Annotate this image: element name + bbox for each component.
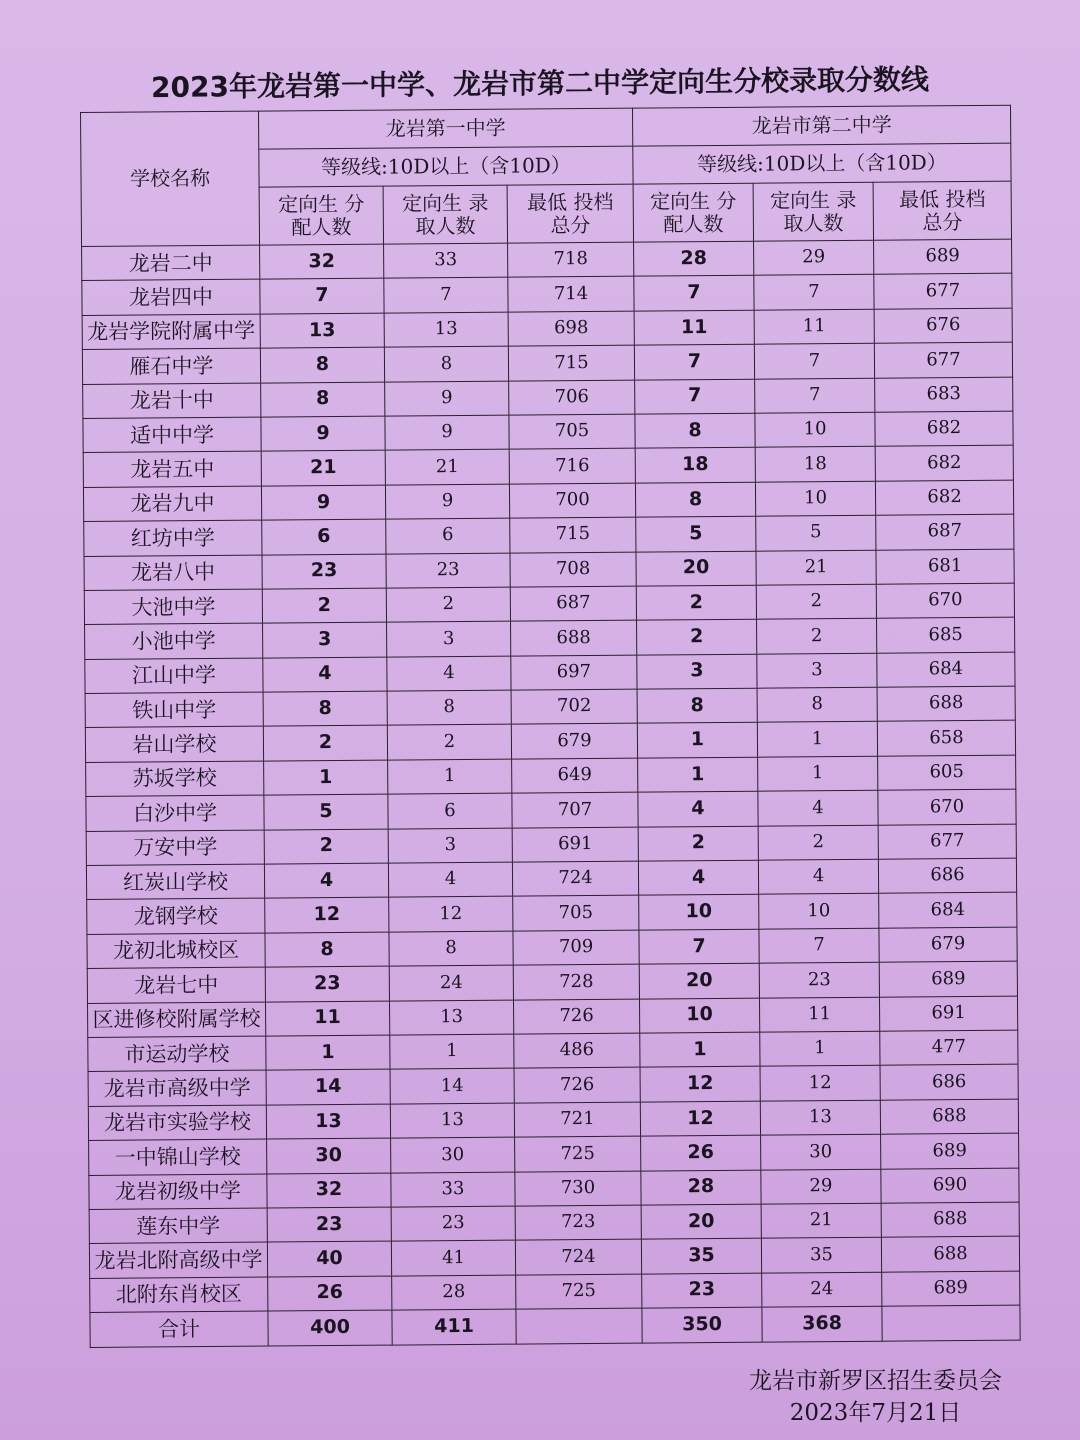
cell-min-score-1: 715 bbox=[510, 517, 636, 552]
total-alloc-1: 400 bbox=[268, 1310, 392, 1346]
cell-school-name: 龙岩初级中学 bbox=[89, 1174, 267, 1210]
cell-min-score-1: 691 bbox=[512, 827, 638, 862]
cell-admit-2: 5 bbox=[756, 515, 876, 550]
total-min-1 bbox=[516, 1308, 642, 1344]
total-row bbox=[90, 1305, 1020, 1347]
cell-admit-1: 2 bbox=[386, 587, 510, 622]
admission-table-container bbox=[80, 105, 1020, 1348]
cell-school-name: 岩山学校 bbox=[85, 727, 263, 763]
header-alloc-1: 定向生 分配人数 bbox=[259, 186, 383, 245]
cell-alloc-1: 2 bbox=[264, 829, 388, 864]
cell-admit-1: 9 bbox=[385, 415, 509, 450]
cell-admit-2: 18 bbox=[755, 447, 875, 482]
cell-admit-1: 13 bbox=[389, 1000, 513, 1035]
cell-school-name: 苏坂学校 bbox=[86, 761, 264, 797]
cell-alloc-1: 2 bbox=[262, 588, 386, 623]
cell-alloc-2: 4 bbox=[638, 791, 758, 826]
total-admit-1: 411 bbox=[392, 1309, 516, 1345]
cell-min-score-1: 718 bbox=[508, 242, 634, 277]
cell-alloc-1: 9 bbox=[261, 416, 385, 451]
cell-admit-1: 23 bbox=[391, 1206, 515, 1241]
cell-admit-1: 23 bbox=[386, 553, 510, 588]
cell-alloc-1: 2 bbox=[263, 726, 387, 761]
cell-school-name: 一中锦山学校 bbox=[89, 1139, 267, 1175]
cell-min-score-2: 683 bbox=[875, 377, 1013, 412]
cell-alloc-2: 3 bbox=[637, 654, 757, 689]
cell-alloc-2: 7 bbox=[635, 379, 755, 414]
cell-alloc-1: 23 bbox=[267, 1207, 391, 1242]
cell-min-score-2: 670 bbox=[876, 583, 1014, 618]
cell-min-score-2: 688 bbox=[881, 1236, 1019, 1271]
cell-alloc-1: 7 bbox=[260, 279, 384, 314]
cell-admit-2: 11 bbox=[759, 997, 879, 1032]
total-label: 合计 bbox=[90, 1311, 268, 1347]
cell-school-name: 区进修校附属学校 bbox=[87, 1002, 265, 1038]
header-school2: 龙岩市第二中学 bbox=[633, 105, 1011, 146]
cell-alloc-1: 32 bbox=[260, 244, 384, 279]
cell-school-name: 万安中学 bbox=[86, 830, 264, 866]
cell-alloc-1: 3 bbox=[263, 622, 387, 657]
cell-alloc-2: 26 bbox=[641, 1135, 761, 1170]
header-min-1: 最低 投档总分 bbox=[507, 184, 633, 243]
cell-school-name: 龙岩八中 bbox=[84, 555, 262, 591]
cell-alloc-1: 14 bbox=[266, 1069, 390, 1104]
cell-admit-1: 3 bbox=[387, 621, 511, 656]
cell-school-name: 龙岩四中 bbox=[82, 279, 260, 315]
cell-admit-2: 1 bbox=[758, 756, 878, 791]
cell-alloc-1: 4 bbox=[264, 863, 388, 898]
cell-alloc-1: 13 bbox=[260, 313, 384, 348]
cell-school-name: 大池中学 bbox=[84, 589, 262, 625]
cell-min-score-2: 681 bbox=[876, 549, 1014, 584]
cell-min-score-2: 670 bbox=[878, 789, 1016, 824]
cell-admit-2: 10 bbox=[755, 412, 875, 447]
cell-min-score-1: 706 bbox=[509, 380, 635, 415]
cell-min-score-2: 677 bbox=[878, 824, 1016, 859]
document-footer bbox=[749, 1365, 1002, 1429]
cell-admit-2: 7 bbox=[759, 928, 879, 963]
cell-school-name: 红坊中学 bbox=[84, 520, 262, 556]
cell-min-score-2: 686 bbox=[880, 1065, 1018, 1100]
cell-admit-1: 1 bbox=[388, 759, 512, 794]
cell-admit-1: 8 bbox=[387, 690, 511, 725]
cell-admit-1: 7 bbox=[384, 278, 508, 313]
cell-min-score-2: 677 bbox=[874, 274, 1012, 309]
cell-alloc-2: 7 bbox=[634, 344, 754, 379]
table-body bbox=[82, 239, 1020, 1312]
cell-school-name: 龙岩五中 bbox=[83, 451, 261, 487]
cell-school-name: 龙岩十中 bbox=[83, 383, 261, 419]
cell-min-score-2: 677 bbox=[874, 342, 1012, 377]
cell-admit-1: 14 bbox=[390, 1068, 514, 1103]
cell-admit-2: 7 bbox=[754, 275, 874, 310]
cell-min-score-2: 690 bbox=[881, 1168, 1019, 1203]
cell-alloc-1: 30 bbox=[267, 1138, 391, 1173]
cell-admit-1: 9 bbox=[385, 484, 509, 519]
cell-school-name: 莲东中学 bbox=[89, 1208, 267, 1244]
cell-alloc-2: 2 bbox=[638, 826, 758, 861]
cell-admit-1: 8 bbox=[389, 931, 513, 966]
issue-date: 2023年7月21日 bbox=[789, 1400, 962, 1427]
cell-min-score-1: 700 bbox=[509, 483, 635, 518]
header-alloc-2: 定向生 分配人数 bbox=[633, 183, 753, 242]
cell-school-name: 铁山中学 bbox=[85, 692, 263, 728]
admission-score-table bbox=[80, 105, 1021, 1348]
cell-min-score-1: 725 bbox=[516, 1274, 642, 1309]
header-school-name: 学校名称 bbox=[81, 111, 260, 246]
cell-min-score-1: 707 bbox=[512, 792, 638, 827]
cell-school-name: 红炭山学校 bbox=[86, 864, 264, 900]
cell-min-score-2: 686 bbox=[878, 858, 1016, 893]
cell-admit-2: 11 bbox=[754, 309, 874, 344]
cell-min-score-2: 679 bbox=[879, 927, 1017, 962]
cell-alloc-1: 23 bbox=[262, 554, 386, 589]
cell-alloc-2: 23 bbox=[642, 1273, 762, 1308]
cell-alloc-2: 18 bbox=[635, 448, 755, 483]
cell-alloc-2: 8 bbox=[637, 688, 757, 723]
cell-admit-2: 21 bbox=[756, 550, 876, 585]
cell-admit-2: 21 bbox=[761, 1203, 881, 1238]
cell-min-score-1: 708 bbox=[510, 552, 636, 587]
issuer: 龙岩市新罗区招生委员会 bbox=[749, 1368, 1002, 1394]
cell-admit-1: 4 bbox=[388, 862, 512, 897]
cell-min-score-2: 682 bbox=[875, 480, 1013, 515]
cell-min-score-2: 682 bbox=[875, 446, 1013, 481]
cell-alloc-1: 13 bbox=[266, 1104, 390, 1139]
cell-min-score-1: 486 bbox=[514, 1033, 640, 1068]
cell-alloc-2: 12 bbox=[640, 1101, 760, 1136]
cell-min-score-1: 725 bbox=[515, 1136, 641, 1171]
cell-min-score-2: 691 bbox=[879, 996, 1017, 1031]
total-admit-2: 368 bbox=[762, 1306, 882, 1342]
cell-admit-2: 3 bbox=[757, 653, 877, 688]
cell-admit-2: 10 bbox=[759, 894, 879, 929]
cell-min-score-2: 688 bbox=[881, 1202, 1019, 1237]
cell-admit-2: 2 bbox=[756, 584, 876, 619]
cell-admit-1: 41 bbox=[391, 1240, 515, 1275]
cell-min-score-1: 715 bbox=[508, 345, 634, 380]
cell-admit-2: 29 bbox=[761, 1169, 881, 1204]
cell-admit-2: 1 bbox=[757, 722, 877, 757]
cell-min-score-1: 726 bbox=[513, 999, 639, 1034]
cell-alloc-2: 11 bbox=[634, 310, 754, 345]
cell-admit-2: 4 bbox=[758, 791, 878, 826]
cell-min-score-1: 726 bbox=[514, 1068, 640, 1103]
cell-school-name: 龙岩七中 bbox=[87, 967, 265, 1003]
total-alloc-2: 350 bbox=[642, 1307, 762, 1343]
cell-school-name: 白沙中学 bbox=[86, 795, 264, 831]
cell-admit-2: 2 bbox=[758, 825, 878, 860]
cell-min-score-1: 728 bbox=[513, 964, 639, 999]
cell-min-score-1: 687 bbox=[510, 586, 636, 621]
cell-alloc-2: 8 bbox=[635, 413, 755, 448]
cell-alloc-2: 12 bbox=[640, 1067, 760, 1102]
cell-alloc-1: 32 bbox=[267, 1173, 391, 1208]
cell-admit-2: 35 bbox=[761, 1238, 881, 1273]
cell-alloc-2: 7 bbox=[634, 276, 754, 311]
cell-admit-1: 9 bbox=[385, 381, 509, 416]
cell-min-score-2: 689 bbox=[882, 1271, 1020, 1306]
cell-admit-1: 1 bbox=[390, 1034, 514, 1069]
cell-min-score-1: 723 bbox=[515, 1205, 641, 1240]
cell-admit-1: 24 bbox=[389, 965, 513, 1000]
cell-school-name: 龙岩二中 bbox=[82, 245, 260, 281]
cell-min-score-1: 697 bbox=[511, 655, 637, 690]
cell-min-score-1: 705 bbox=[513, 896, 639, 931]
cell-alloc-2: 2 bbox=[636, 585, 756, 620]
cell-alloc-2: 10 bbox=[639, 998, 759, 1033]
cell-admit-1: 13 bbox=[390, 1103, 514, 1138]
cell-alloc-2: 20 bbox=[639, 963, 759, 998]
cell-school-name: 龙岩九中 bbox=[83, 486, 261, 522]
cell-school-name: 龙岩市实验学校 bbox=[88, 1105, 266, 1141]
cell-admit-1: 28 bbox=[392, 1275, 516, 1310]
cell-alloc-2: 4 bbox=[638, 860, 758, 895]
cell-school-name: 小池中学 bbox=[85, 623, 263, 659]
cell-min-score-1: 702 bbox=[511, 689, 637, 724]
cell-alloc-2: 7 bbox=[639, 929, 759, 964]
cell-min-score-1: 714 bbox=[508, 277, 634, 312]
cell-school-name: 龙钢学校 bbox=[87, 898, 265, 934]
cell-alloc-2: 28 bbox=[634, 241, 754, 276]
cell-admit-2: 13 bbox=[760, 1100, 880, 1135]
cell-admit-2: 1 bbox=[760, 1031, 880, 1066]
cell-admit-1: 8 bbox=[384, 346, 508, 381]
cell-min-score-2: 605 bbox=[878, 755, 1016, 790]
cell-alloc-1: 1 bbox=[266, 1035, 390, 1070]
cell-alloc-2: 2 bbox=[637, 619, 757, 654]
cell-admit-2: 10 bbox=[755, 481, 875, 516]
cell-school-name: 龙初北城校区 bbox=[87, 933, 265, 969]
cell-alloc-1: 11 bbox=[265, 1001, 389, 1036]
cell-admit-2: 7 bbox=[755, 378, 875, 413]
header-min-2: 最低 投档总分 bbox=[873, 181, 1011, 240]
cell-min-score-2: 685 bbox=[877, 617, 1015, 652]
cell-min-score-1: 679 bbox=[511, 724, 637, 759]
cell-alloc-2: 20 bbox=[641, 1204, 761, 1239]
header-grade-line1: 等级线:10D以上（含10D） bbox=[259, 146, 633, 187]
cell-school-name: 市运动学校 bbox=[88, 1036, 266, 1072]
cell-alloc-1: 21 bbox=[261, 450, 385, 485]
cell-alloc-1: 1 bbox=[264, 760, 388, 795]
cell-school-name: 龙岩市高级中学 bbox=[88, 1070, 266, 1106]
cell-school-name: 北附东肖校区 bbox=[90, 1277, 268, 1313]
cell-admit-2: 29 bbox=[754, 240, 874, 275]
cell-min-score-1: 649 bbox=[512, 758, 638, 793]
cell-min-score-1: 724 bbox=[515, 1239, 641, 1274]
cell-min-score-1: 698 bbox=[508, 311, 634, 346]
cell-admit-1: 33 bbox=[391, 1172, 515, 1207]
cell-admit-2: 12 bbox=[760, 1066, 880, 1101]
cell-min-score-2: 684 bbox=[877, 652, 1015, 687]
cell-alloc-1: 6 bbox=[262, 519, 386, 554]
cell-alloc-1: 4 bbox=[263, 657, 387, 692]
cell-min-score-2: 477 bbox=[880, 1030, 1018, 1065]
cell-admit-2: 8 bbox=[757, 687, 877, 722]
cell-min-score-1: 721 bbox=[514, 1102, 640, 1137]
cell-alloc-2: 28 bbox=[641, 1170, 761, 1205]
header-school1: 龙岩第一中学 bbox=[258, 108, 632, 149]
cell-min-score-1: 709 bbox=[513, 930, 639, 965]
header-grade-line2: 等级线:10D以上（含10D） bbox=[633, 143, 1011, 184]
cell-alloc-1: 8 bbox=[261, 382, 385, 417]
header-admit-2: 定向生 录取人数 bbox=[753, 182, 873, 241]
cell-admit-1: 6 bbox=[386, 518, 510, 553]
cell-alloc-2: 1 bbox=[637, 723, 757, 758]
cell-alloc-1: 12 bbox=[265, 898, 389, 933]
cell-alloc-1: 8 bbox=[260, 347, 384, 382]
cell-min-score-1: 716 bbox=[509, 448, 635, 483]
total-min-2 bbox=[882, 1305, 1020, 1341]
cell-min-score-1: 724 bbox=[512, 861, 638, 896]
cell-alloc-1: 8 bbox=[263, 691, 387, 726]
cell-min-score-2: 689 bbox=[879, 961, 1017, 996]
cell-alloc-2: 5 bbox=[636, 516, 756, 551]
cell-admit-1: 21 bbox=[385, 449, 509, 484]
cell-admit-1: 12 bbox=[389, 897, 513, 932]
cell-admit-2: 4 bbox=[758, 859, 878, 894]
cell-admit-1: 13 bbox=[384, 312, 508, 347]
cell-min-score-1: 730 bbox=[515, 1171, 641, 1206]
cell-min-score-2: 676 bbox=[874, 308, 1012, 343]
cell-alloc-1: 8 bbox=[265, 932, 389, 967]
cell-admit-2: 30 bbox=[761, 1134, 881, 1169]
cell-min-score-2: 658 bbox=[877, 721, 1015, 756]
cell-admit-2: 23 bbox=[759, 962, 879, 997]
cell-admit-2: 7 bbox=[754, 343, 874, 378]
cell-min-score-1: 688 bbox=[511, 620, 637, 655]
cell-min-score-2: 689 bbox=[881, 1133, 1019, 1168]
cell-school-name: 龙岩学院附属中学 bbox=[82, 314, 260, 350]
cell-school-name: 龙岩北附高级中学 bbox=[89, 1242, 267, 1278]
cell-admit-1: 2 bbox=[387, 725, 511, 760]
cell-admit-1: 33 bbox=[384, 243, 508, 278]
cell-admit-2: 24 bbox=[762, 1272, 882, 1307]
cell-school-name: 江山中学 bbox=[85, 658, 263, 694]
cell-alloc-1: 9 bbox=[261, 485, 385, 520]
cell-alloc-2: 1 bbox=[638, 757, 758, 792]
document-title: 2023年龙岩第一中学、龙岩市第二中学定向生分校录取分数线 bbox=[150, 62, 930, 105]
cell-school-name: 雁石中学 bbox=[82, 348, 260, 384]
cell-alloc-2: 10 bbox=[639, 895, 759, 930]
cell-alloc-2: 8 bbox=[635, 482, 755, 517]
cell-alloc-2: 35 bbox=[641, 1239, 761, 1274]
cell-alloc-1: 23 bbox=[265, 966, 389, 1001]
cell-alloc-1: 26 bbox=[268, 1276, 392, 1311]
cell-admit-1: 3 bbox=[388, 828, 512, 863]
cell-alloc-2: 1 bbox=[640, 1032, 760, 1067]
cell-min-score-2: 688 bbox=[877, 686, 1015, 721]
cell-alloc-2: 20 bbox=[636, 551, 756, 586]
cell-min-score-2: 682 bbox=[875, 411, 1013, 446]
cell-alloc-1: 40 bbox=[267, 1241, 391, 1276]
cell-admit-1: 4 bbox=[387, 656, 511, 691]
header-admit-1: 定向生 录取人数 bbox=[383, 185, 507, 244]
cell-min-score-2: 684 bbox=[879, 893, 1017, 928]
cell-admit-1: 6 bbox=[388, 793, 512, 828]
cell-min-score-2: 687 bbox=[876, 514, 1014, 549]
cell-alloc-1: 5 bbox=[264, 794, 388, 829]
cell-admit-1: 30 bbox=[391, 1137, 515, 1172]
cell-min-score-1: 705 bbox=[509, 414, 635, 449]
cell-min-score-2: 689 bbox=[874, 239, 1012, 274]
cell-admit-2: 2 bbox=[757, 619, 877, 654]
cell-school-name: 适中中学 bbox=[83, 417, 261, 453]
cell-min-score-2: 688 bbox=[880, 1099, 1018, 1134]
